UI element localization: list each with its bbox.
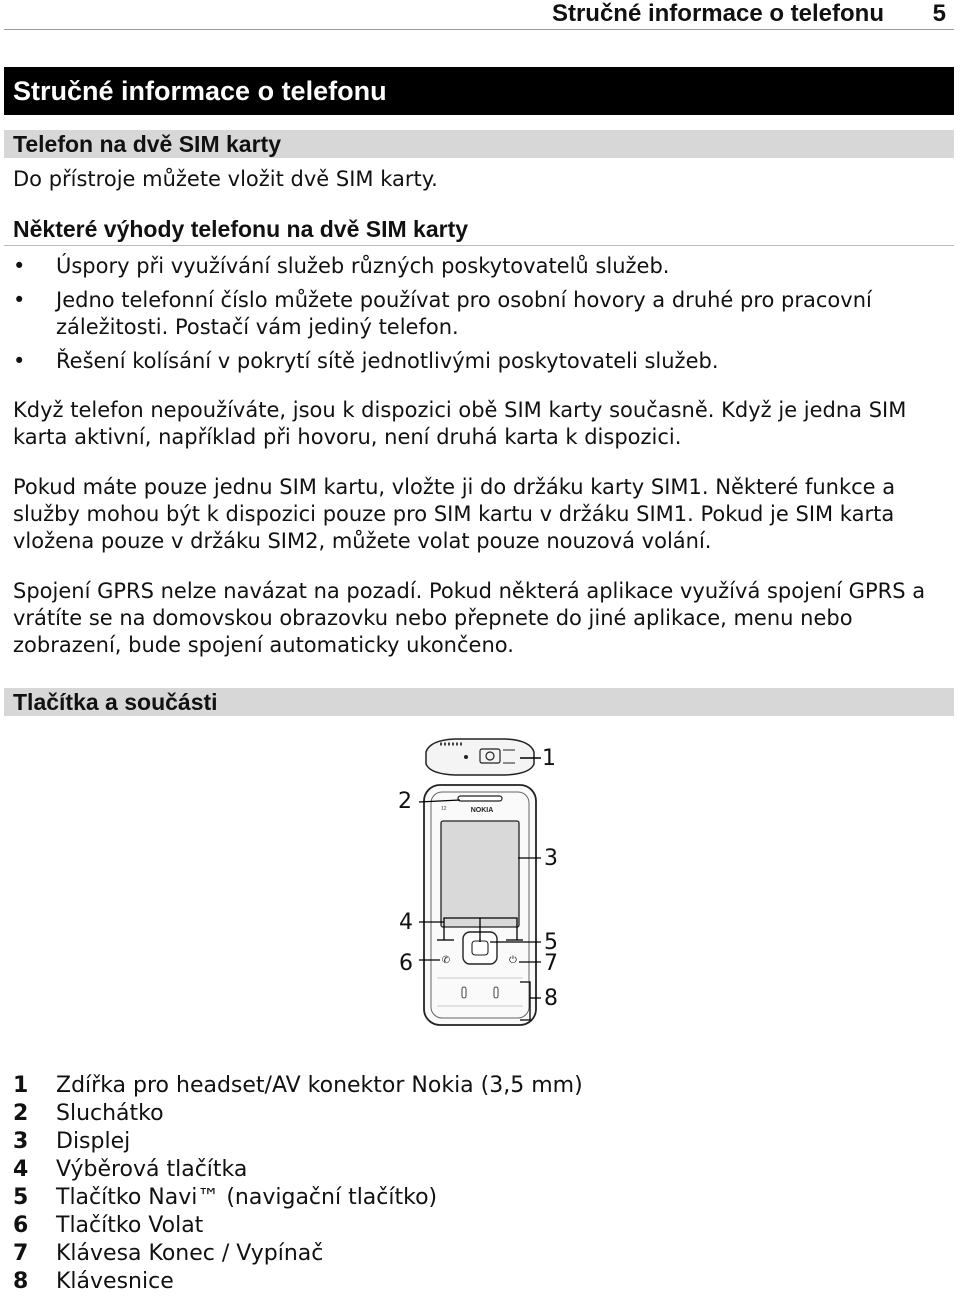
component-legend (13, 1072, 713, 1296)
header-rule (4, 29, 954, 30)
legend-number: 2 (13, 1101, 29, 1126)
bullet-text: Řešení kolísání v pokrytí sítě jednotlivými poskytovateli služeb. (56, 349, 719, 373)
legend-text: Klávesnice (56, 1269, 174, 1294)
bullet-dot: • (13, 349, 26, 373)
bullet-dot: • (13, 254, 26, 278)
intro-paragraph: Do přístroje můžete vložit dvě SIM karty. (13, 167, 438, 191)
legend-row (13, 1212, 713, 1240)
callout-8: 8 (544, 986, 558, 1011)
body-paragraph: Spojení GPRS nelze navázat na pozadí. Pokud některá aplikace využívá spojení GPRS a vrátíte se na domovskou obrazovku nebo přepnete do jiné aplikace, menu nebo zobrazení, bude spojení automaticky ukončeno. (13, 579, 926, 657)
callout-7: 7 (544, 951, 558, 976)
svg-text:12: 12 (441, 806, 447, 812)
subheading-rule (4, 245, 954, 246)
callout-5: 5 (544, 930, 558, 955)
bullet-dot: • (13, 288, 26, 312)
legend-text: Výběrová tlačítka (56, 1157, 248, 1182)
legend-row (13, 1128, 713, 1156)
legend-number: 4 (13, 1157, 29, 1182)
bullet-text: Jedno telefonní číslo můžete používat pro osobní hovory a druhé pro pracovní záležitosti. Postačí vám jediný telefon. (56, 288, 872, 339)
legend-row (13, 1100, 713, 1128)
legend-text: Klávesa Konec / Vypínač (56, 1241, 324, 1266)
legend-number: 8 (13, 1269, 29, 1294)
legend-number: 3 (13, 1129, 29, 1154)
phone-top-view (426, 739, 534, 775)
legend-text: Displej (56, 1129, 131, 1154)
bullet-item (13, 287, 943, 341)
legend-row (13, 1268, 713, 1296)
running-header (0, 0, 960, 30)
phone-front-view (424, 785, 536, 1025)
callout-6: 6 (399, 951, 413, 976)
page-number: 5 (932, 0, 946, 27)
bullet-item (13, 253, 943, 280)
legend-text: Zdířka pro headset/AV konektor Nokia (3,5 mm) (56, 1073, 583, 1098)
callout-1: 1 (542, 746, 556, 771)
earpiece-icon (458, 796, 502, 801)
legend-number: 7 (13, 1241, 29, 1266)
chapter-title: Stručné informace o telefonu (13, 76, 387, 106)
body-paragraph: Když telefon nepoužíváte, jsou k dispozici obě SIM karty současně. Když je jedna SIM karta aktivní, například při hovoru, není druhá karta k dispozici. (13, 398, 907, 449)
section-heading-bar (4, 688, 954, 716)
bullet-item (13, 348, 943, 375)
chapter-title-bar (4, 67, 954, 115)
section-heading: Tlačítka a součásti (13, 689, 218, 715)
legend-row (13, 1240, 713, 1268)
legend-row (13, 1184, 713, 1212)
legend-number: 1 (13, 1073, 29, 1098)
legend-text: Tlačítko Navi™ (navigační tlačítko) (56, 1185, 438, 1210)
call-key-icon: ✆ (441, 955, 451, 966)
legend-text: Tlačítko Volat (56, 1213, 204, 1238)
subheading: Některé výhody telefonu na dvě SIM karty (13, 216, 469, 242)
section-heading-bar (4, 130, 954, 158)
callout-3: 3 (544, 846, 558, 871)
callout-4: 4 (399, 910, 413, 935)
legend-number: 5 (13, 1185, 29, 1210)
brand-logo: NOKIA (470, 807, 494, 814)
display-screen (441, 821, 519, 927)
legend-text: Sluchátko (56, 1101, 164, 1126)
legend-number: 6 (13, 1213, 29, 1238)
running-header-title: Stručné informace o telefonu (551, 0, 884, 27)
phone-figure (380, 730, 580, 1030)
body-paragraph: Pokud máte pouze jednu SIM kartu, vložte ji do držáku karty SIM1. Některé funkce a služby mohou být k dispozici pouze pro SIM kartu v držáku SIM1. Pokud je SIM karta vložena pouze v držáku SIM2, můžete volat pouze nouzová volání. (13, 475, 896, 553)
callout-2: 2 (398, 789, 412, 814)
bullet-text: Úspory při využívání služeb různých poskytovatelů služeb. (56, 254, 670, 278)
legend-row (13, 1156, 713, 1184)
end-key-icon: ⏻ (509, 955, 517, 966)
legend-row (13, 1072, 713, 1100)
section-heading: Telefon na dvě SIM karty (13, 131, 281, 157)
